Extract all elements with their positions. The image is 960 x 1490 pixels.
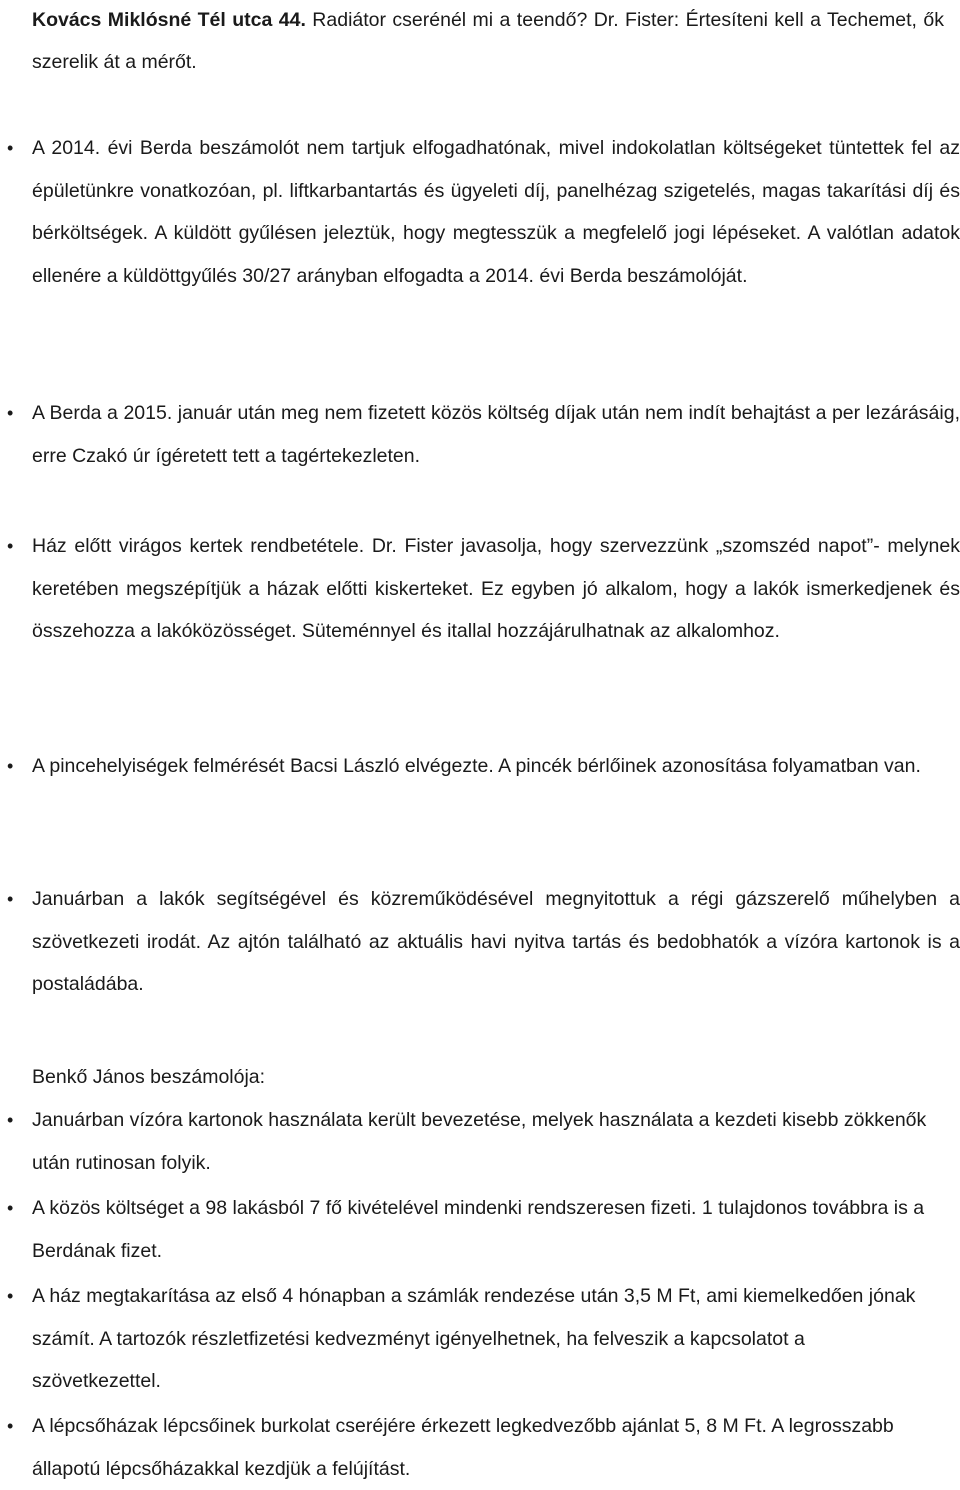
report-item-text: Januárban vízóra kartonok használata került bevezetése, melyek használata a kezdeti kisebb zökkenők után rutinosan folyik.	[32, 1109, 927, 1174]
list-item	[7, 127, 960, 297]
intro-address: Kovács Miklósné Tél utca 44.	[32, 9, 306, 31]
bullet-icon: •	[7, 1198, 14, 1218]
bullet-icon: •	[7, 756, 14, 776]
intro-paragraph	[32, 0, 944, 83]
intro-text: Radiátor cserénél mi a teendő? Dr. Fister: Értesíteni kell a Techemet, ők szerelik át a mérőt.	[32, 9, 944, 73]
report-list-item	[7, 1099, 932, 1184]
report-item-text: A lépcsőházak lépcsőinek burkolat cseréjére érkezett legkedvezőbb ajánlat 5, 8 M Ft. A legrosszabb állapotú lépcsőházakkal kezdjük a felújítást.	[32, 1415, 894, 1480]
list-item	[7, 878, 960, 1006]
bullet-icon: •	[7, 536, 14, 556]
list-item	[7, 392, 960, 477]
list-item-text: A 2014. évi Berda beszámolót nem tartjuk elfogadhatónak, mivel indokolatlan költségeket tüntettek fel az épületünkre vonatkozóan, pl. liftkarbantartás és ügyeleti díj, panelhézag szigetelés, magas takarítási díj és bérköltségek. A küldött gyűlésen jeleztük, hogy megtesszük a megfelelő jogi lépéseket. A valótlan adatok ellenére a küldöttgyűlés 30/27 arányban elfogadta a 2014. évi Berda beszámolóját.	[32, 137, 960, 287]
report-item-text: A ház megtakarítása az első 4 hónapban a számlák rendezése után 3,5 M Ft, ami kiemelkedően jónak számít. A tartozók részletfizetési kedvezményt igényelhetnek, ha felveszik a kapcsolatot a szövetkezettel.	[32, 1285, 916, 1392]
list-item-text: A Berda a 2015. január után meg nem fizetett közös költség díjak után nem indít behajtást a per lezárásáig, erre Czakó úr ígéretett tett a tagértekezleten.	[32, 402, 960, 467]
report-list-item	[7, 1187, 932, 1272]
list-item	[7, 525, 960, 653]
bullet-icon: •	[7, 1110, 14, 1130]
bullet-icon: •	[7, 889, 14, 909]
bullet-icon: •	[7, 1286, 14, 1306]
bullet-icon: •	[7, 1416, 14, 1436]
list-item-text: A pincehelyiségek felmérését Bacsi László elvégezte. A pincék bérlőinek azonosítása folyamatban van.	[32, 755, 921, 777]
bullet-icon: •	[7, 138, 14, 158]
bullet-icon: •	[7, 403, 14, 423]
report-item-text: A közös költséget a 98 lakásból 7 fő kivételével mindenki rendszeresen fizeti. 1 tulajdonos továbbra is a Berdának fizet.	[32, 1197, 925, 1262]
list-item	[7, 745, 960, 788]
list-item-text: Ház előtt virágos kertek rendbetétele. Dr. Fister javasolja, hogy szervezzünk „szomszéd napot”- melynek keretében megszépítjük a házak előtti kiskerteket. Ez egyben jó alkalom, hogy a lakók ismerkedjenek és összehozza a lakóközösséget. Süteménnyel és itallal hozzájárulhatnak az alkalomhoz.	[32, 535, 960, 642]
report-list-item	[7, 1405, 932, 1490]
report-list-item	[7, 1275, 932, 1403]
list-item-text: Januárban a lakók segítségével és közreműködésével megnyitottuk a régi gázszerelő műhelyben a szövetkezeti irodát. Az ajtón található az aktuális havi nyitva tartás és bedobhatók a vízóra kartonok is a postaládába.	[32, 888, 960, 995]
report-heading: Benkő János beszámolója:	[32, 1066, 266, 1088]
